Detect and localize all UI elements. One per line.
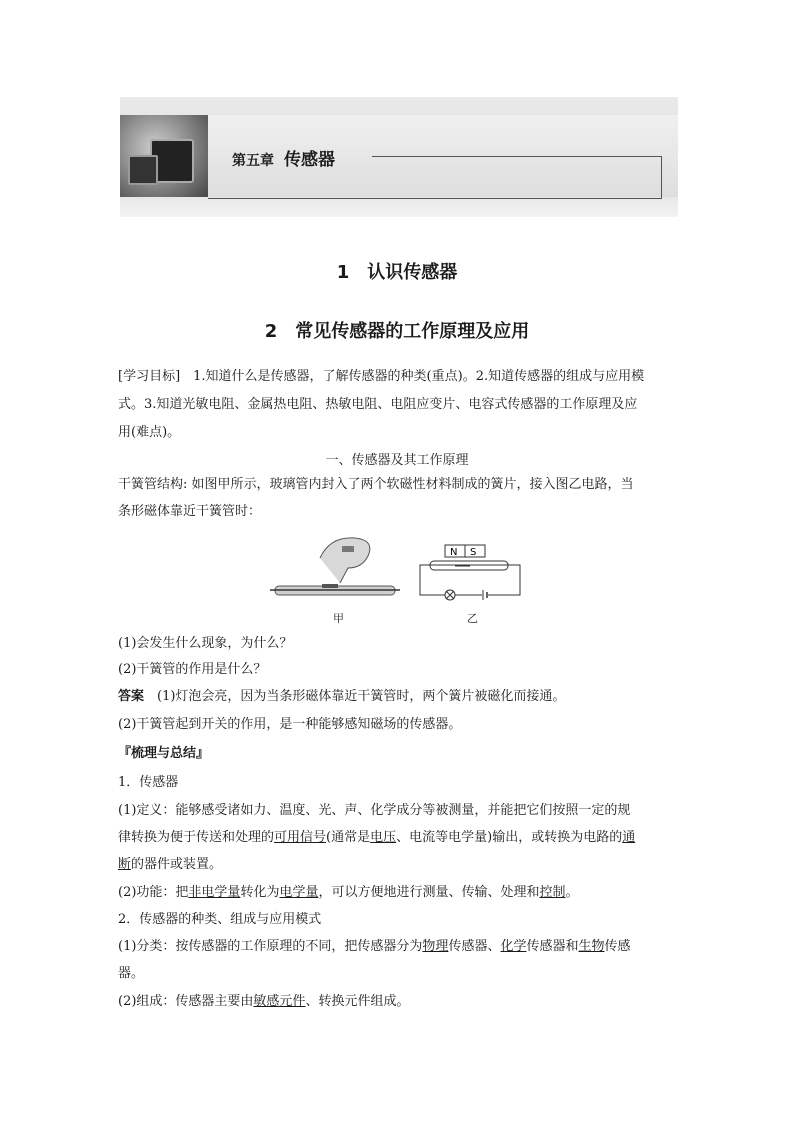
circuit-drawing — [420, 545, 520, 600]
goals-line-3: 用(难点)。 — [118, 425, 181, 440]
magnet-s-label: S — [470, 547, 477, 558]
chip-image — [120, 115, 208, 197]
question-1: (1)会发生什么现象，为什么？ — [118, 636, 293, 651]
item2-class-1: (1)分类：按传感器的工作原理的不同，把传感器分为物理传感器、化学传感器和生物传感 — [118, 939, 631, 954]
item1-def-1: (1)定义：能够感受诸如力、温度、光、声、化学成分等被测量，并能把它们按照一定的规 — [118, 803, 631, 818]
reed-text-1: 干簧管结构: 如图甲所示，玻璃管内封入了两个软磁性材料制成的簧片，接入图乙电路，当 — [118, 477, 634, 492]
magnet-n-label: N — [450, 547, 458, 558]
item2-comp: (2)组成：传感器主要由敏感元件、转换元件组成。 — [118, 994, 410, 1009]
item2-class-2: 器。 — [118, 966, 145, 981]
reed-switch-figure — [270, 528, 530, 603]
item2-title: 2．传感器的种类、组成与应用模式 — [118, 912, 322, 927]
chapter-title: 传感器 — [284, 150, 335, 170]
item1-def-2: 律转换为便于传送和处理的可用信号(通常是电压、电流等电学量)输出，或转换为电路的通 — [118, 830, 636, 845]
lesson-title-1: 1 认识传感器 — [336, 262, 458, 283]
figure-label-yi: 乙 — [467, 612, 478, 625]
item1-func: (2)功能：把非电学量转化为电学量，可以方便地进行测量、传输、处理和控制。 — [118, 885, 579, 900]
item1-def-3: 断的器件或装置。 — [118, 857, 223, 872]
item1-title: 1．传感器 — [118, 775, 179, 790]
summary-heading: 『梳理与总结』 — [118, 746, 210, 761]
chapter-number: 第五章 — [232, 153, 274, 169]
chapter-banner — [120, 97, 678, 217]
goals-line-1: [学习目标] 1.知道什么是传感器，了解传感器的种类(重点)。2.知道传感器的组成与应用模 — [118, 369, 645, 384]
goals-line-2: 式。3.知道光敏电阻、金属热电阻、热敏电阻、电阻应变片、电容式传感器的工作原理及应 — [118, 397, 638, 412]
chapter-heading — [232, 145, 335, 170]
answer-1: 答案 (1)灯泡会亮，因为当条形磁体靠近干簧管时，两个簧片被磁化而接通。 — [118, 689, 566, 704]
lesson-title-2: 2 常见传感器的工作原理及应用 — [264, 321, 530, 342]
chip-icon-small — [128, 155, 158, 185]
section-heading: 一、传感器及其工作原理 — [325, 453, 469, 468]
reed-switch-drawing — [270, 538, 400, 595]
answer-2: (2)干簧管起到开关的作用，是一种能够感知磁场的传感器。 — [118, 717, 462, 732]
banner-line — [372, 156, 662, 157]
reed-text-2: 条形磁体靠近干簧管时： — [118, 504, 262, 519]
figure-label-jia: 甲 — [333, 612, 344, 625]
question-2: (2)干簧管的作用是什么？ — [118, 662, 267, 677]
